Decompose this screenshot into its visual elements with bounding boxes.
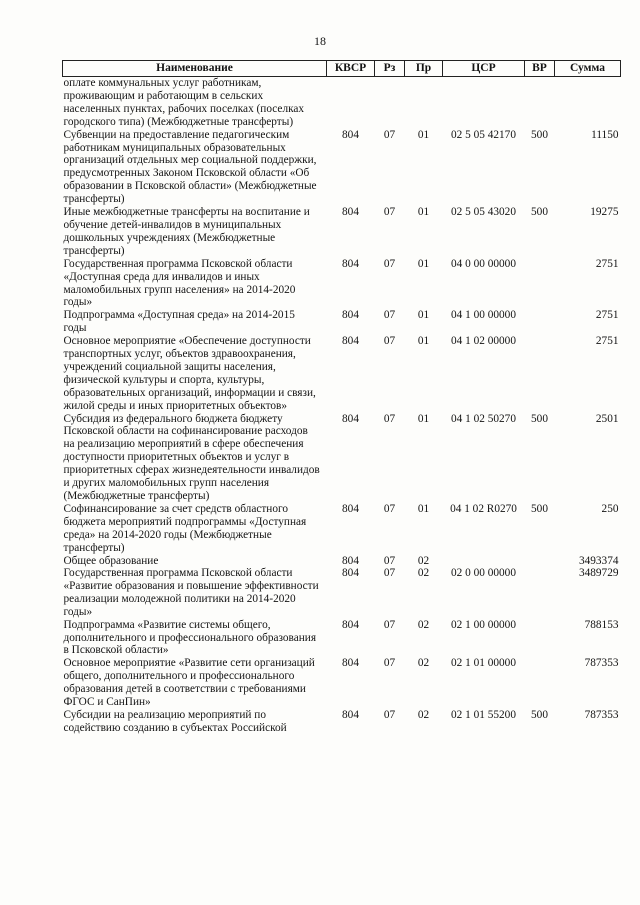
cell-vr: 500 bbox=[531, 206, 548, 219]
cell-sum: 2751 bbox=[595, 309, 619, 322]
cell-sum: 3489729 bbox=[578, 567, 619, 580]
cell-sum: 2751 bbox=[595, 257, 619, 270]
cell-rz: 07 bbox=[383, 657, 396, 670]
cell-pr: 02 bbox=[417, 709, 430, 721]
cell-sum: 787353 bbox=[584, 709, 619, 721]
cell-sum: 250 bbox=[601, 502, 619, 515]
cell-csr: 04 1 02 00000 bbox=[451, 335, 516, 348]
table-row bbox=[63, 555, 621, 568]
table-header bbox=[63, 61, 621, 77]
cell-sum: 2501 bbox=[595, 412, 619, 425]
cell-name: Общее образование bbox=[63, 554, 159, 567]
cell-csr bbox=[443, 555, 525, 568]
cell-csr: 02 5 05 43020 bbox=[451, 206, 516, 219]
cell-rz bbox=[375, 77, 405, 129]
table-row bbox=[63, 709, 621, 735]
header-kvsr: КВСР bbox=[327, 61, 375, 77]
cell-vr bbox=[525, 657, 555, 709]
cell-vr: 500 bbox=[531, 502, 548, 515]
table-row bbox=[63, 413, 621, 503]
header-csr: ЦСР bbox=[443, 61, 525, 77]
cell-csr: 02 1 01 00000 bbox=[451, 657, 516, 670]
cell-vr bbox=[525, 335, 555, 412]
cell-rz: 07 bbox=[383, 257, 396, 270]
cell-pr bbox=[405, 77, 443, 129]
cell-csr: 02 1 00 00000 bbox=[451, 618, 516, 631]
table-row bbox=[63, 77, 621, 129]
table-row bbox=[63, 503, 621, 555]
cell-vr bbox=[525, 258, 555, 310]
cell-pr: 02 bbox=[417, 567, 430, 580]
cell-pr: 01 bbox=[417, 502, 430, 515]
cell-sum: 788153 bbox=[584, 618, 619, 631]
cell-rz: 07 bbox=[383, 618, 396, 631]
table-row bbox=[63, 258, 621, 310]
cell-name: Подпрограмма «Развитие системы общего, дополнительного и профессионального образования в Псковской области» bbox=[63, 618, 317, 657]
cell-kvsr: 804 bbox=[342, 657, 359, 670]
cell-name: Подпрограмма «Доступная среда» на 2014-2015 годы bbox=[63, 309, 295, 335]
cell-kvsr: 804 bbox=[342, 709, 359, 721]
cell-vr: 500 bbox=[531, 412, 548, 425]
cell-sum bbox=[555, 77, 621, 129]
cell-pr: 02 bbox=[417, 554, 430, 567]
header-pr: Пр bbox=[405, 61, 443, 77]
cell-name: Государственная программа Псковской области «Доступная среда для инвалидов и иных маломобильных групп населения» на 2014-2020 годы» bbox=[63, 257, 296, 309]
cell-rz: 07 bbox=[383, 412, 396, 425]
cell-sum: 19275 bbox=[590, 206, 619, 219]
cell-kvsr: 804 bbox=[342, 502, 359, 515]
header-vr: ВР bbox=[525, 61, 555, 77]
table-row bbox=[63, 657, 621, 709]
cell-rz: 07 bbox=[383, 309, 396, 322]
cell-name: Основное мероприятие «Развитие сети организаций общего, дополнительного и профессионального образования детей в соответствии с требованиями ФГОС и СанПин» bbox=[63, 657, 315, 709]
cell-pr: 01 bbox=[417, 309, 430, 322]
cell-vr bbox=[525, 619, 555, 658]
cell-pr: 01 bbox=[417, 206, 430, 219]
budget-table bbox=[62, 60, 621, 735]
cell-pr: 02 bbox=[417, 657, 430, 670]
page-number: 18 bbox=[314, 34, 326, 48]
cell-rz: 07 bbox=[383, 709, 396, 721]
cell-csr: 02 5 05 42170 bbox=[451, 128, 516, 141]
cell-kvsr: 804 bbox=[342, 128, 359, 141]
cell-vr bbox=[525, 555, 555, 568]
cell-sum: 3493374 bbox=[578, 554, 619, 567]
cell-kvsr: 804 bbox=[342, 309, 359, 322]
cell-kvsr: 804 bbox=[342, 618, 359, 631]
header-sum: Сумма bbox=[555, 61, 621, 77]
cell-kvsr: 804 bbox=[342, 206, 359, 219]
cell-csr: 02 0 00 00000 bbox=[451, 567, 516, 580]
table-row bbox=[63, 567, 621, 619]
cell-name: Государственная программа Псковской области «Развитие образования и повышение эффективности реализации молодежной политики на 2014-2020 годы» bbox=[63, 567, 319, 618]
table-body bbox=[63, 77, 621, 735]
cell-name: Субсидии на реализацию мероприятий по содействию созданию в субъектах Российской bbox=[63, 709, 287, 734]
table-row bbox=[63, 206, 621, 258]
cell-sum: 2751 bbox=[595, 335, 619, 348]
cell-kvsr: 804 bbox=[342, 412, 359, 425]
cell-rz: 07 bbox=[383, 128, 396, 141]
cell-sum: 11150 bbox=[591, 128, 619, 141]
table-row bbox=[63, 129, 621, 206]
cell-kvsr: 804 bbox=[342, 257, 359, 270]
cell-csr: 02 1 01 55200 bbox=[451, 709, 516, 721]
cell-rz: 07 bbox=[383, 567, 396, 580]
cell-csr: 04 1 00 00000 bbox=[451, 309, 516, 322]
cell-vr: 500 bbox=[531, 128, 548, 141]
cell-pr: 01 bbox=[417, 335, 430, 348]
table-row bbox=[63, 309, 621, 335]
cell-rz: 07 bbox=[383, 554, 396, 567]
cell-vr bbox=[525, 309, 555, 335]
cell-name: Субсидия из федерального бюджета бюджету Псковской области на софинансирование расходов на реализацию мероприятий в сфере обеспечения доступности приоритетных объектов и услуг в приоритетных сферах жизнедеятельности инвалидов и других маломобильных групп населения (Межбюджетные трансферты) bbox=[63, 412, 320, 502]
cell-rz: 07 bbox=[383, 206, 396, 219]
header-name: Наименование bbox=[63, 61, 327, 77]
cell-csr: 04 0 00 00000 bbox=[451, 257, 516, 270]
cell-name: Основное мероприятие «Обеспечение доступности транспортных услуг, объектов здравоохранения, учреждений социальной защиты населения, физической культуры и спорта, культуры, образовательных организаций, информации и связи, жилой среды и иных приоритетных объектов» bbox=[63, 335, 316, 412]
cell-pr: 02 bbox=[417, 618, 430, 631]
cell-kvsr: 804 bbox=[342, 335, 359, 348]
cell-rz: 07 bbox=[383, 502, 396, 515]
cell-kvsr: 804 bbox=[342, 554, 359, 567]
cell-name: Иные межбюджетные трансферты на воспитание и обучение детей-инвалидов в муниципальных дошкольных учреждениях (Межбюджетные трансферты) bbox=[63, 206, 310, 257]
header-rz: Рз bbox=[375, 61, 405, 77]
cell-sum: 787353 bbox=[584, 657, 619, 670]
cell-vr bbox=[525, 77, 555, 129]
cell-rz: 07 bbox=[383, 335, 396, 348]
cell-csr: 04 1 02 R0270 bbox=[450, 502, 517, 515]
cell-vr: 500 bbox=[531, 709, 548, 721]
cell-kvsr bbox=[327, 77, 375, 129]
cell-name: оплате коммунальных услуг работникам, проживающим и работающим в сельских населенных пунктах, рабочих поселках (поселках городского типа) (Межбюджетные трансферты) bbox=[63, 77, 305, 128]
cell-vr bbox=[525, 567, 555, 619]
cell-pr: 01 bbox=[417, 257, 430, 270]
cell-pr: 01 bbox=[417, 128, 430, 141]
cell-csr: 04 1 02 50270 bbox=[451, 412, 516, 425]
cell-kvsr: 804 bbox=[342, 567, 359, 580]
table-row bbox=[63, 619, 621, 658]
cell-pr: 01 bbox=[417, 412, 430, 425]
cell-name: Субвенции на предоставление педагогическим работникам муниципальных образовательных организаций отдельных мер социальной поддержки, предусмотренных Законом Псковской области «Об образовании в Псковской области» (Межбюджетные трансферты) bbox=[63, 128, 317, 206]
cell-name: Софинансирование за счет средств областного бюджета мероприятий подпрограммы «Доступная среда» на 2014-2020 годы (Межбюджетные трансферты) bbox=[63, 502, 307, 554]
cell-csr bbox=[443, 77, 525, 129]
table-row bbox=[63, 335, 621, 412]
